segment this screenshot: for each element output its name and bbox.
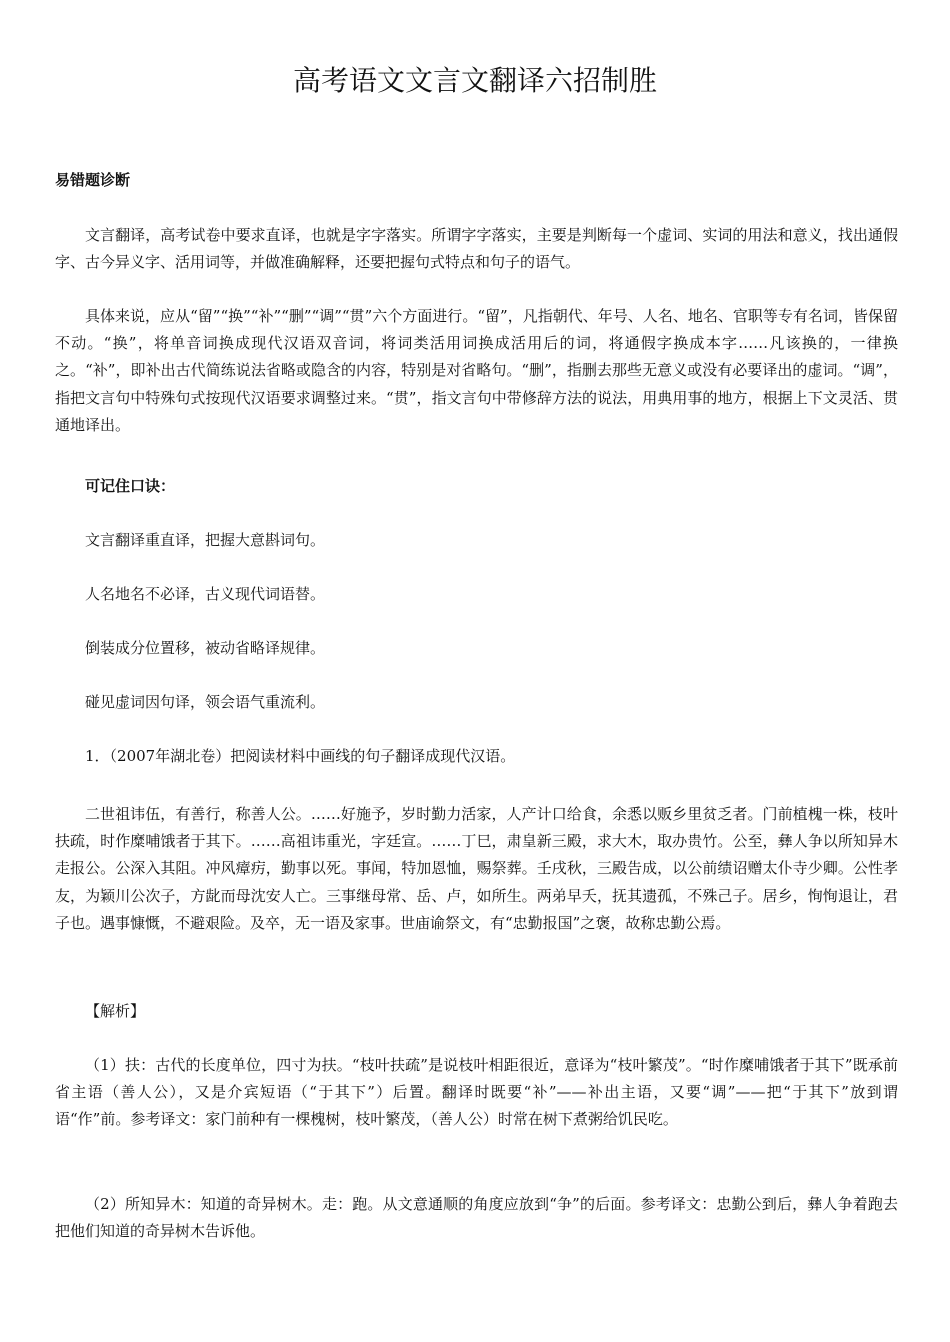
section-heading: 易错题诊断 xyxy=(55,171,131,189)
mnemonic-line-3: 倒装成分位置移，被动省略译规律。 xyxy=(85,639,326,657)
analysis-item-2: （2）所知异木：知道的奇异树木。走：跑。从文意通顺的角度应放到“争”的后面。参考译文：忠勤公到后，彝人争着跑去把他们知道的奇异树木告诉他。 xyxy=(55,1195,898,1241)
intro-paragraph: 文言翻译，高考试卷中要求直译，也就是字字落实。所谓字字落实，主要是判断每一个虚词、实词的用法和意义，找出通假字、古今异义字、活用词等，并做准确解释，还要把握句式特点和句子的语气。 xyxy=(55,226,898,272)
mnemonic-line-1: 文言翻译重直译，把握大意斟词句。 xyxy=(85,531,326,549)
mnemonic-line-4: 碰见虚词因句译，领会语气重流利。 xyxy=(85,693,326,711)
analysis-heading: 【解析】 xyxy=(85,1002,146,1020)
analysis-item-1: （1）扶：古代的长度单位，四寸为扶。“枝叶扶疏”是说枝叶相距很近，意译为“枝叶繁茂”。“时作糜哺饿者于其下”既承前省主语（善人公），又是介宾短语（“于其下”）后置。翻译时既要“补”——补出主语，又要“调”——把“于其下”放到谓语“作”前。参考译文：家门前种有一棵槐树，枝叶繁茂，（善人公）时常在树下煮粥给饥民吃。 xyxy=(55,1056,898,1129)
reading-passage: 二世祖讳伍，有善行，称善人公。……好施予，岁时勤力活家，人产计口给食，余悉以贩乡里贫乏者。门前植槐一株，枝叶扶疏，时作糜哺饿者于其下。……高祖讳重光，字廷宣。……丁巳，肃皇新三殿，求大木，取办贵竹。公至，彝人争以所知异木走报公。公深入其阻。冲风瘴疠，勤事以死。事闻，特加恩恤，赐祭葬。壬戌秋，三殿告成，以公前绩诏赠太仆寺少卿。公性孝友，为颖川公次子，方龀而母沈安人亡。三事继母常、岳、卢，如所生。两弟早夭，抚其遗孤，不殊己子。居乡，恂恂退让，君子也。遇事慷慨，不避艰险。及卒，无一语及家事。世庙谕祭文，有“忠勤报国”之褒，故称忠勤公焉。 xyxy=(55,805,898,932)
exercise-question: 1．（2007年湖北卷）把阅读材料中画线的句子翻译成现代汉语。 xyxy=(85,747,516,765)
document-title: 高考语文文言文翻译六招制胜 xyxy=(292,64,657,97)
method-paragraph: 具体来说，应从“留”“换”“补”“删”“调”“贯”六个方面进行。“留”，凡指朝代、年号、人名、地名、官职等专有名词，皆保留不动。“换”，将单音词换成现代汉语双音词，将词类活用词换成活用后的词，将通假字换成本字……凡该换的，一律换之。“补”，即补出古代简练说法省略或隐含的内容，特别是对省略句。“删”，指删去那些无意义或没有必要译出的虚词。“调”，指把文言句中特殊句式按现代汉语要求调整过来。“贯”，指文言句中带修辞方法的说法，用典用事的地方，根据上下文灵活、贯通地译出。 xyxy=(55,307,898,434)
mnemonic-line-2: 人名地名不必译，古义现代词语替。 xyxy=(85,585,326,603)
mnemonic-heading: 可记住口诀： xyxy=(85,477,176,495)
